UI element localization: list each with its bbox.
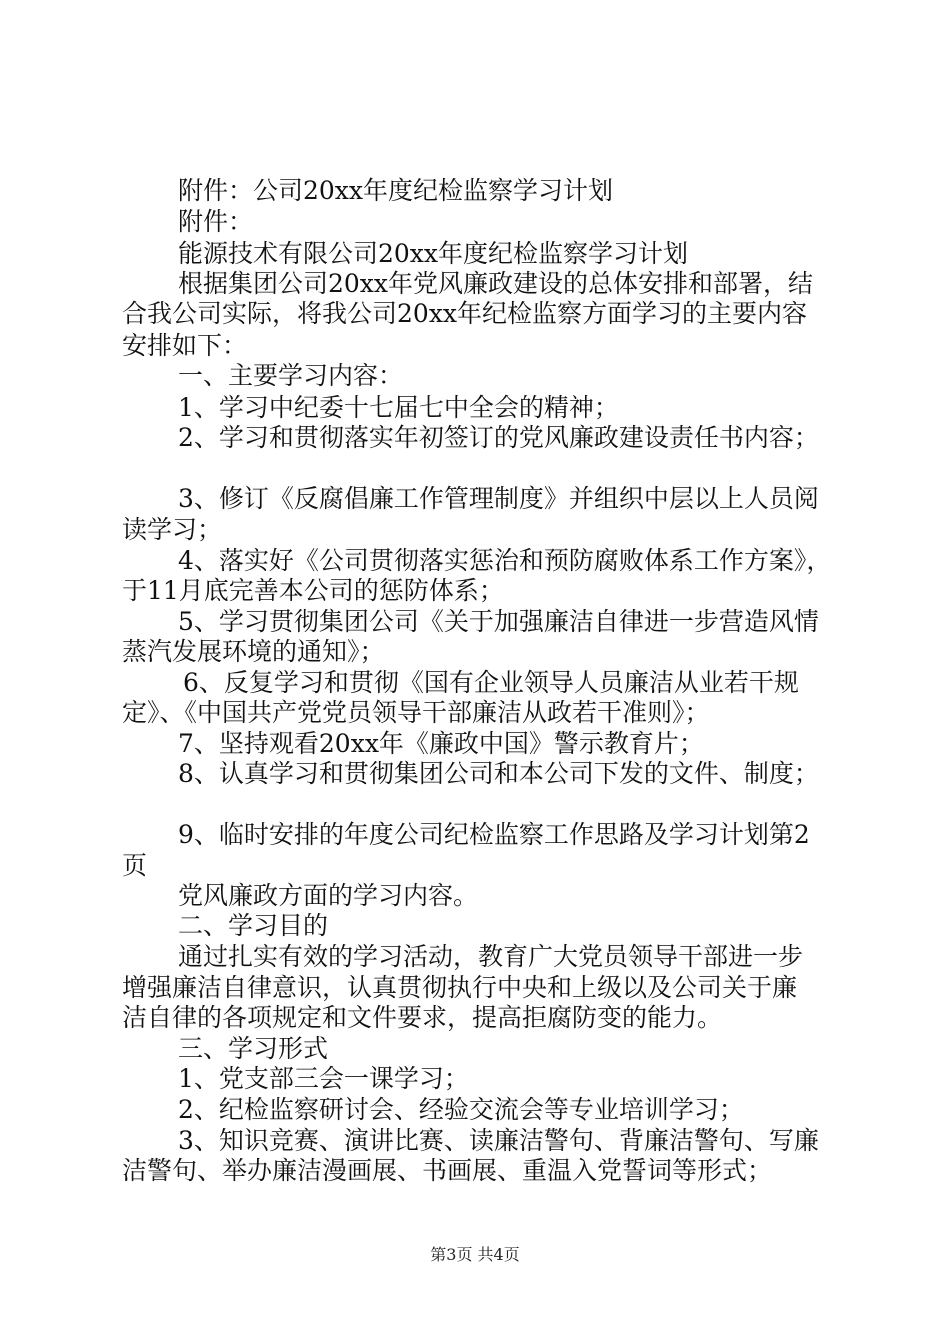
plan-title-line: 能源技术有限公司20xx年度纪检监察学习计划	[178, 239, 689, 268]
attachment-label-line: 附件：	[178, 207, 254, 236]
list-item: 2、学习和贯彻落实年初签订的党风廉政建设责任书内容；	[178, 423, 819, 452]
list-item: 4、落实好《公司贯彻落实惩治和预防腐败体系工作方案》，	[178, 546, 832, 575]
list-item: 5、学习贯彻集团公司《关于加强廉洁自律进一步营造风情	[178, 607, 819, 636]
section-heading: 三、学习形式	[178, 1034, 329, 1063]
section-heading: 二、学习目的	[178, 911, 329, 940]
list-item: 8、认真学习和贯彻集团公司和本公司下发的文件、制度；	[178, 759, 819, 788]
page-number-footer: 第3页 共4页	[430, 1245, 520, 1264]
body-text-line: 合我公司实际，将我公司20xx年纪检监察方面学习的主要内容	[122, 299, 808, 328]
list-item-continuation: 蒸汽发展环境的通知》；	[122, 637, 385, 666]
list-item: 1、党支部三会一课学习；	[178, 1064, 469, 1093]
list-item-continuation: 定》、《中国共产党党员领导干部廉洁从政若干准则》；	[122, 698, 710, 727]
list-item: 1、学习中纪委十七届七中全会的精神；	[178, 393, 619, 422]
list-item-continuation: 读学习；	[122, 515, 223, 544]
list-item-continuation: 洁警句、举办廉洁漫画展、书画展、重温入党誓词等形式；	[122, 1156, 773, 1185]
list-item: 3、修订《反腐倡廉工作管理制度》并组织中层以上人员阅	[178, 484, 819, 513]
list-item: 7、坚持观看20xx年《廉政中国》警示教育片；	[178, 729, 704, 758]
body-text-line: 通过扎实有效的学习活动，教育广大党员领导干部进一步	[178, 942, 804, 971]
section-heading: 一、主要学习内容：	[178, 361, 404, 390]
body-text-line: 洁自律的各项规定和文件要求，提高拒腐防变的能力。	[122, 1003, 723, 1032]
list-item: 3、知识竞赛、演讲比赛、读廉洁警句、背廉洁警句、写廉	[178, 1126, 819, 1155]
body-text-line: 安排如下：	[122, 331, 248, 360]
attachment-title-line: 附件：公司20xx年度纪检监察学习计划	[178, 176, 614, 205]
list-item-continuation: 于11月底完善本公司的惩防体系；	[122, 576, 504, 605]
body-text-line: 增强廉洁自律意识，认真贯彻执行中央和上级以及公司关于廉	[122, 973, 798, 1002]
body-text-line: 根据集团公司20xx年党风廉政建设的总体安排和部署，结	[178, 269, 814, 298]
list-item: 2、纪检监察研讨会、经验交流会等专业培训学习；	[178, 1095, 744, 1124]
list-item: 6、反复学习和贯彻《国有企业领导人员廉洁从业若干规	[183, 668, 799, 697]
list-item-continuation: 页	[122, 851, 148, 880]
body-text-line: 党风廉政方面的学习内容。	[178, 881, 479, 910]
list-item: 9、临时安排的年度公司纪检监察工作思路及学习计划第2	[178, 820, 810, 849]
